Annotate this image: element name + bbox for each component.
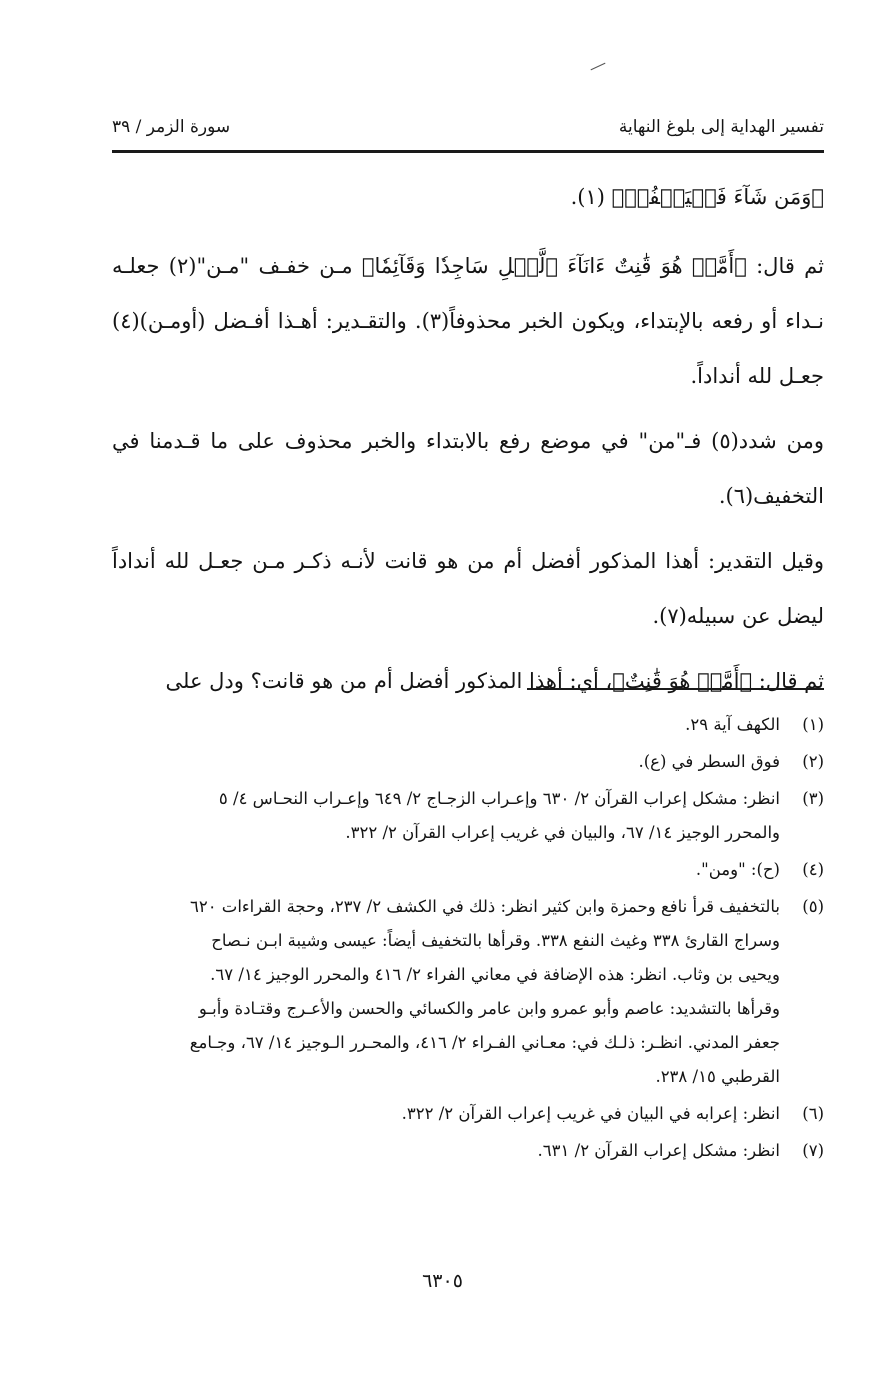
stray-pen-mark <box>591 63 606 71</box>
footnote <box>112 890 824 1094</box>
footnote-number: (٥) <box>802 897 824 916</box>
footnote-line: القرطبي ١٥/ ٢٣٨. <box>655 1067 780 1086</box>
footnote-line: جعفر المدني. انظـر: ذلـك في: معـاني الفـراء ٢/ ٤١٦، والمحـرر الـوجيز ١٤/ ٦٧، وجـامع <box>189 1033 780 1052</box>
main-text <box>112 170 824 719</box>
footnote <box>112 782 824 850</box>
footnotes <box>112 708 824 1171</box>
header-rule <box>112 150 824 153</box>
paragraph: وقيل التقدير: أهذا المذكور أفضل أم من هو قانت لأنـه ذكـر مـن جعـل لله أنداداً ليضل عن سبيله(٧). <box>112 549 824 628</box>
footnote <box>112 745 824 779</box>
footnote-line: (ح): "ومن". <box>695 860 780 879</box>
footnote-line: وقرأها بالتشديد: عاصم وأبو عمرو وابن عامر والكسائي والحسن والأعـرج وقتـادة وأبـو <box>198 999 780 1018</box>
footnote-number: (٤) <box>802 860 824 879</box>
footnote-line: ويحيى بن وثاب. انظر: هذه الإضافة في معاني الفراء ٢/ ٤١٦ والمحرر الوجيز ١٤/ ٦٧. <box>210 965 780 984</box>
paragraph: ثم قال: ﴿أَمَّنۡ هُوَ قَٰنِتٌ ءَانَآءَ ٱلَّيۡلِ سَاجِدٗا وَقَآئِمٗا﴾ مـن خفـف "مـن"(٢) جعلـه نـداء أو رفعه بالإبتداء، ويكون الخبر محذوفاً(٣). والتقـدير: أهـذا أفـضل (أومـن)(٤) جعـل لله أنداداً. <box>112 254 824 388</box>
footnote-text <box>112 890 780 1094</box>
footnote-text <box>112 745 780 779</box>
footnote-text <box>112 708 780 742</box>
footnote-text <box>112 1134 780 1168</box>
page-number: ٦٣٠٥ <box>422 1270 463 1292</box>
running-header <box>112 112 824 142</box>
book-title: تفسير الهداية إلى بلوغ النهاية <box>618 117 824 137</box>
paragraph: ومن شدد(٥) فـ"من" في موضع رفع بالابتداء والخبر محذوف على ما قـدمنا في التخفيف(٦). <box>112 429 824 508</box>
footnote-line: انظر: إعرابه في البيان في غريب إعراب القرآن ٢/ ٣٢٢. <box>401 1104 780 1123</box>
paragraph: ثم قال: ﴿أَمَّنۡ هُوَ قَٰنِتٌ﴾، أي: أهذا المذكور أفضل أم من هو قانت؟ ودل على <box>165 669 824 693</box>
footnote-text <box>112 853 780 887</box>
paragraph: ﴿وَمَن شَآءَ فَلۡيَكۡفُرۡ﴾ (١). <box>570 185 824 209</box>
footnote-line: الكهف آية ٢٩. <box>685 715 780 734</box>
footnote <box>112 853 824 887</box>
footnote-number: (٢) <box>802 752 824 771</box>
footnote <box>112 708 824 742</box>
footnote-text <box>112 782 780 850</box>
footnote-line: فوق السطر في (ع). <box>638 752 780 771</box>
footnote-text <box>112 1097 780 1131</box>
footnote-line: انظر: مشكل إعراب القرآن ٢/ ٦٣٠ وإعـراب الزجـاج ٢/ ٦٤٩ وإعـراب النحـاس ٤/ ٥ <box>218 789 780 808</box>
footnote-line: وسراج القارئ ٣٣٨ وغيث النفع ٣٣٨. وقرأها بالتخفيف أيضاً: عيسى وشيبة ابـن نـصاح <box>211 931 780 950</box>
surah-reference: سورة الزمر / ٣٩ <box>112 117 231 137</box>
footnote-number: (٦) <box>802 1104 824 1123</box>
footnote <box>112 1134 824 1168</box>
footnote-line: انظر: مشكل إعراب القرآن ٢/ ٦٣١. <box>537 1141 780 1160</box>
footnote <box>112 1097 824 1131</box>
footnote-line: بالتخفيف قرأ نافع وحمزة وابن كثير انظر: ذلك في الكشف ٢/ ٢٣٧، وحجة القراءات ٦٢٠ <box>189 897 780 916</box>
footnote-number: (٣) <box>802 789 824 808</box>
footnote-number: (١) <box>802 715 824 734</box>
footnote-rule <box>527 688 824 690</box>
footnote-line: والمحرر الوجيز ١٤/ ٦٧، والبيان في غريب إعراب القرآن ٢/ ٣٢٢. <box>345 823 780 842</box>
footnote-number: (٧) <box>802 1141 824 1160</box>
